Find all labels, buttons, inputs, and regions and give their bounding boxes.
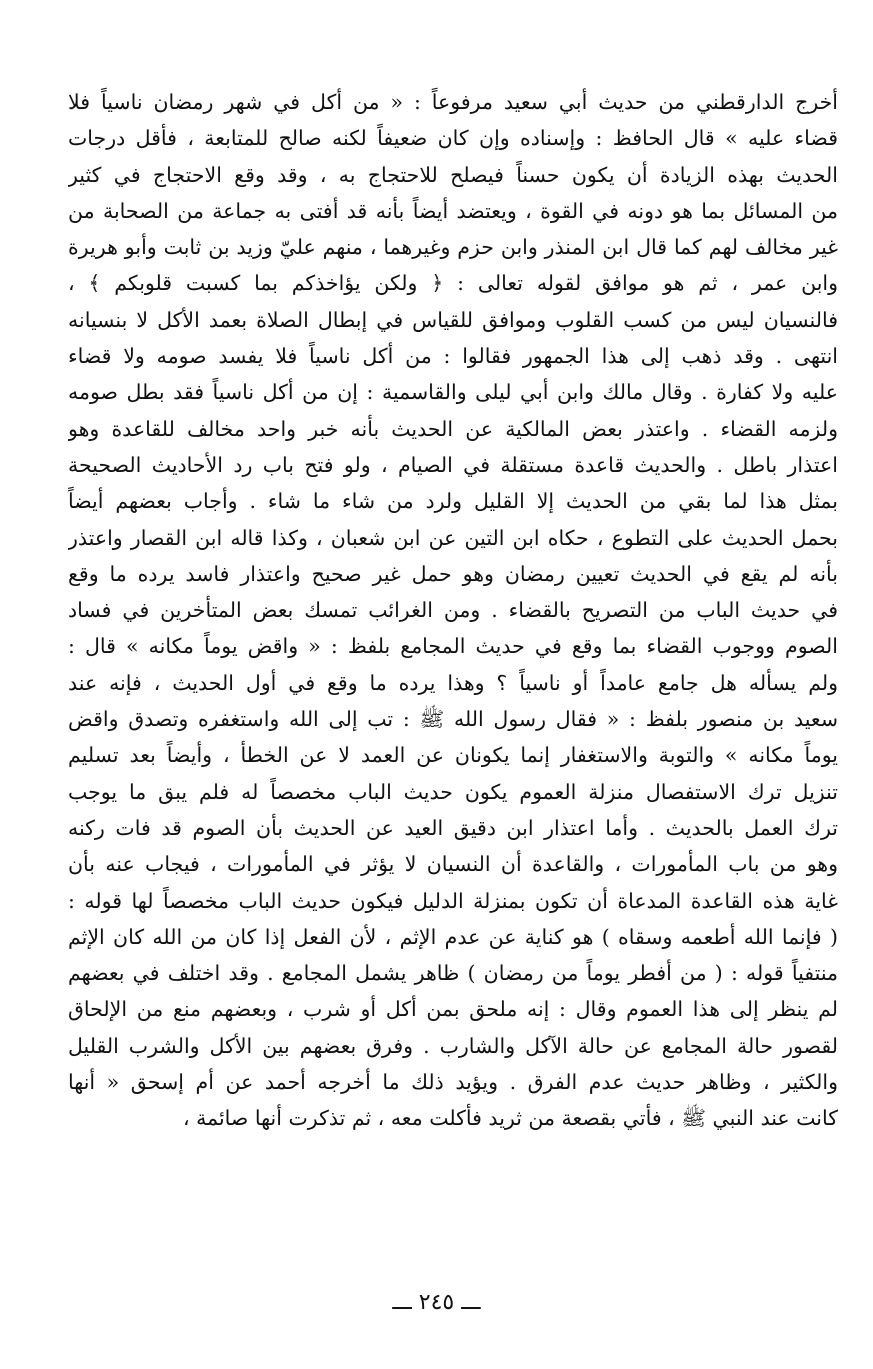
text-line: لقصور حالة المجامع عن حالة الآكل والشارب . وفرق بعضهم بين الأكل والشرب القليل <box>68 1033 838 1058</box>
text-line: سعيد بن منصور بلفظ : « فقال رسول الله ﷺ : تب إلى الله واستغفره وتصدق واقض <box>68 707 838 732</box>
text-line: يوماً مكانه » والتوبة والاستغفار إنما يكونان عن العمد لا عن الخطأ ، وأيضاً بعد تسليم <box>68 743 838 768</box>
text-line: ولم يسأله هل جامع عامداً أو ناسياً ؟ وهذا يرده ما وقع في أول الحديث ، فإنه عند <box>68 670 838 695</box>
text-line: فالنسيان ليس من كسب القلوب وموافق للقياس في إبطال الصلاة بعمد الأكل لا بنسيانه <box>68 307 838 332</box>
text-line: وابن عمر ، ثم هو موافق لقوله تعالى : ﴿ ولكن يؤاخذكم بما كسبت قلوبكم ﴾ ، <box>68 271 838 296</box>
text-line: الحديث بهذه الزيادة أن يكون حسناً فيصلح للاحتجاج به ، وقد وقع الاحتجاج في كثير <box>68 162 838 187</box>
text-line: بأنه لم يقع في الحديث تعيين رمضان وهو حمل غير صحيح واعتذار فاسد يرده ما وقع <box>68 561 838 586</box>
body-text <box>68 84 838 1137</box>
text-line: لم ينظر إلى هذا العموم وقال : إنه ملحق بمن أكل أو شرب ، وبعضهم منع من الإلحاق <box>68 997 838 1022</box>
text-line: بمثل هذا لما بقي من الحديث إلا القليل ولرد من شاء ما شاء . وأجاب بعضهم أيضاً <box>68 489 838 514</box>
text-line: من المسائل بما هو دونه في القوة ، ويعتضد أيضاً بأنه قد أفتى به جماعة من الصحابة من <box>68 198 838 223</box>
text-line: اعتذار باطل . والحديث قاعدة مستقلة في الصيام ، ولو فتح باب رد الأحاديث الصحيحة <box>68 452 838 477</box>
text-line: قضاء عليه » قال الحافظ : وإسناده وإن كان ضعيفاً لكنه صالح للمتابعة ، فأقل درجات <box>68 126 838 151</box>
page-number: ـــ ٢٤٥ ـــ <box>392 1290 481 1315</box>
text-line: والكثير ، وظاهر حديث عدم الفرق . ويؤيد ذلك ما أخرجه أحمد عن أم إسحق « أنها <box>68 1070 838 1095</box>
text-line: انتهى . وقد ذهب إلى هذا الجمهور فقالوا : من أكل ناسياً فلا يفسد صومه ولا قضاء <box>68 344 838 369</box>
text-line: تنزيل ترك الاستفصال منزلة العموم يكون حديث الباب مخصصاً له فلم يبق ما يوجب <box>68 779 838 804</box>
text-line: بحمل الحديث على التطوع ، حكاه ابن التين عن ابن شعبان ، وكذا قاله ابن القصار واعتذر <box>68 525 838 550</box>
text-line: في حديث الباب من التصريح بالقضاء . ومن الغرائب تمسك بعض المتأخرين في فساد <box>68 598 838 623</box>
text-line: غاية هذه القاعدة المدعاة أن تكون بمنزلة الدليل فيكون حديث الباب مخصصاً لها قوله : <box>68 888 838 913</box>
text-line: ولزمه القضاء . واعتذر بعض المالكية عن الحديث بأنه خبر واحد مخالف للقاعدة وهو <box>68 416 838 441</box>
text-line: ( فإنما الله أطعمه وسقاه ) هو كناية عن عدم الإثم ، لأن الفعل إذا كان من الله كان الإثم <box>68 924 838 949</box>
text-line: كانت عند النبي ﷺ ، فأتي بقصعة من ثريد فأكلت معه ، ثم تذكرت أنها صائمة ، <box>183 1106 838 1131</box>
text-line: عليه ولا كفارة . وقال مالك وابن أبي ليلى والقاسمية : إن من أكل ناسياً فقد بطل صومه <box>68 380 838 405</box>
text-line: غير مخالف لهم كما قال ابن المنذر وابن حزم وغيرهما ، منهم عليّ وزيد بن ثابت وأبو هريرة <box>68 235 838 260</box>
text-line: منتفياً قوله : ( من أفطر يوماً من رمضان ) ظاهر يشمل المجامع . وقد اختلف في بعضهم <box>68 961 838 986</box>
text-line: الصوم ووجوب القضاء بما وقع في حديث المجامع بلفظ : « واقض يوماً مكانه » قال : <box>68 634 838 659</box>
text-line: وهو من باب المأمورات ، والقاعدة أن النسيان لا يؤثر في المأمورات ، فيجاب عنه بأن <box>68 852 838 877</box>
text-line: أخرج الدارقطني من حديث أبي سعيد مرفوعاً : « من أكل في شهر رمضان ناسياً فلا <box>68 90 838 114</box>
text-line: ترك العمل بالحديث . وأما اعتذار ابن دقيق العيد عن الحديث بأن الصوم قد فات ركنه <box>68 815 838 840</box>
